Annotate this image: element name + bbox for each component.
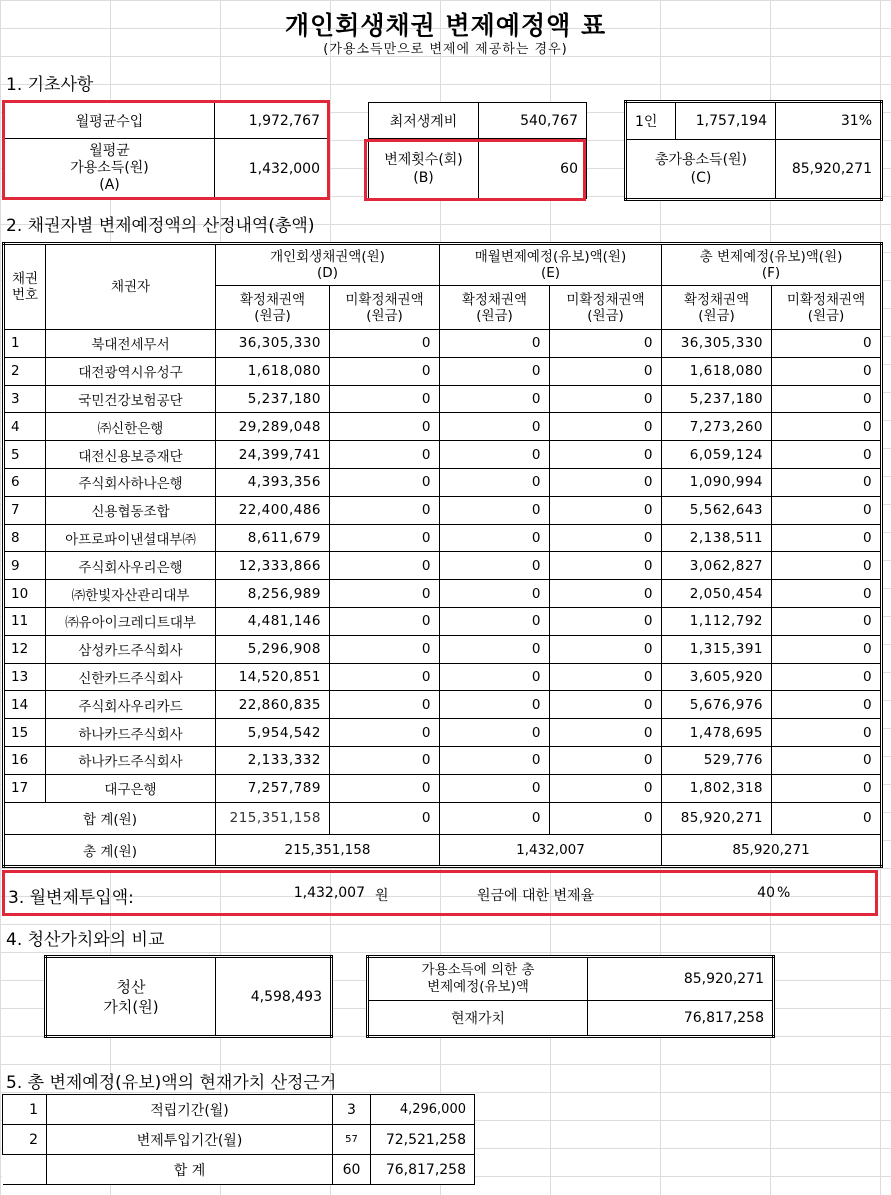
- section5-heading: 5. 총 변제예정(유보)액의 현재가치 산정근거: [6, 1073, 337, 1093]
- cell-e1: 0: [440, 607, 550, 635]
- cell-f1: 1,802,318: [662, 774, 772, 802]
- cell-d2: 0: [330, 607, 440, 635]
- cell-f1: 7,273,260: [662, 413, 772, 441]
- cell-e2: 0: [550, 552, 662, 580]
- total-label: 총 계(원): [4, 834, 216, 866]
- subtotal-d1: 215,351,158: [216, 802, 330, 834]
- cell-f1: 1,618,080: [662, 357, 772, 385]
- cell-f1: 2,050,454: [662, 580, 772, 608]
- cell-e1: 0: [440, 719, 550, 747]
- cell-f2: 0: [772, 719, 882, 747]
- cell-f2: 0: [772, 468, 882, 496]
- creditor-name: 주식회사우리은행: [46, 552, 216, 580]
- cell-d2: 0: [330, 580, 440, 608]
- row-number: 8: [4, 524, 46, 552]
- repay-count-label: 변제횟수(회) (B): [369, 139, 479, 199]
- row-number: 15: [4, 719, 46, 747]
- cell-e2: 0: [550, 413, 662, 441]
- cell-f1: 529,776: [662, 746, 772, 774]
- table-row: [4, 580, 882, 608]
- table-row: [4, 441, 882, 469]
- pv-row-label: 적립기간(월): [47, 1095, 333, 1125]
- cell-d2: 0: [330, 468, 440, 496]
- monthly-payment-label: 3. 월변제투입액:: [8, 888, 134, 908]
- row-number: 17: [4, 774, 46, 802]
- cell-d1: 22,400,486: [216, 496, 330, 524]
- cell-e1: 0: [440, 357, 550, 385]
- cell-d2: 0: [330, 552, 440, 580]
- cell-d1: 8,256,989: [216, 580, 330, 608]
- cell-d2: 0: [330, 663, 440, 691]
- cell-f2: 0: [772, 663, 882, 691]
- creditor-name: 주식회사우리카드: [46, 691, 216, 719]
- avail-income-label: 월평균 가용소득(원) (A): [5, 139, 215, 199]
- col-header-creditor: 채권자: [46, 244, 216, 330]
- row-number: 3: [4, 385, 46, 413]
- cell-f1: 36,305,330: [662, 330, 772, 358]
- row-number: 11: [4, 607, 46, 635]
- creditor-name: ㈜신한은행: [46, 413, 216, 441]
- col-header-d: 개인회생채권액(원) (D): [216, 244, 440, 286]
- cell-d2: 0: [330, 719, 440, 747]
- cell-f2: 0: [772, 580, 882, 608]
- cell-d1: 7,257,789: [216, 774, 330, 802]
- creditor-name: 아프로파이낸셜대부㈜: [46, 524, 216, 552]
- cell-d1: 1,618,080: [216, 357, 330, 385]
- cell-f2: 0: [772, 496, 882, 524]
- section2-heading: 2. 채권자별 변제예정액의 산정내역(총액): [6, 216, 315, 236]
- row-number: 14: [4, 691, 46, 719]
- pv-basis-table: [2, 1094, 475, 1185]
- present-value-table: [366, 955, 775, 1038]
- cell-e2: 0: [550, 357, 662, 385]
- cell-d1: 14,520,851: [216, 663, 330, 691]
- cell-f2: 0: [772, 552, 882, 580]
- cell-f1: 6,059,124: [662, 441, 772, 469]
- repay-rate-label: 원금에 대한 변제율: [477, 888, 595, 904]
- row-number: 9: [4, 552, 46, 580]
- col-header-f-fixed: 확정채권액 (원금): [662, 286, 772, 330]
- cell-f2: 0: [772, 357, 882, 385]
- subtotal-e1: 0: [440, 802, 550, 834]
- pv-total-months: 60: [333, 1155, 371, 1185]
- present-value-value: 76,817,258: [588, 1001, 774, 1037]
- pv-basis-row: [3, 1125, 475, 1155]
- cell-d2: 0: [330, 330, 440, 358]
- creditor-name: 북대전세무서: [46, 330, 216, 358]
- cell-d2: 0: [330, 635, 440, 663]
- table-row: [4, 496, 882, 524]
- table-row: [4, 330, 882, 358]
- cell-e2: 0: [550, 496, 662, 524]
- monthly-payment-value: 1,432,007: [293, 885, 365, 901]
- present-value-label: 현재가치: [368, 1001, 588, 1037]
- row-number: 16: [4, 746, 46, 774]
- cell-d2: 0: [330, 746, 440, 774]
- row-number: 2: [4, 357, 46, 385]
- creditor-table: [2, 242, 883, 868]
- cell-f2: 0: [772, 691, 882, 719]
- total-d: 215,351,158: [216, 834, 440, 866]
- total-e: 1,432,007: [440, 834, 662, 866]
- cell-d2: 0: [330, 524, 440, 552]
- col-header-e-unfixed: 미확정채권액 (원금): [550, 286, 662, 330]
- household-label: 1인: [626, 102, 676, 140]
- pv-total-label: 합 계: [47, 1155, 333, 1185]
- cell-f2: 0: [772, 774, 882, 802]
- creditor-name: 삼성카드주식회사: [46, 635, 216, 663]
- cell-d1: 12,333,866: [216, 552, 330, 580]
- table-row: [4, 691, 882, 719]
- subtotal-f1: 85,920,271: [662, 802, 772, 834]
- cell-e1: 0: [440, 663, 550, 691]
- min-living-label: 최저생계비: [369, 103, 479, 139]
- liquidation-value: 4,598,493: [216, 957, 332, 1037]
- pv-total-amount: 76,817,258: [371, 1155, 475, 1185]
- monthly-income-label: 월평균수입: [5, 103, 215, 139]
- cell-d2: 0: [330, 496, 440, 524]
- row-number: 12: [4, 635, 46, 663]
- cell-e2: 0: [550, 607, 662, 635]
- page-title: 개인회생채권 변제예정액 표: [284, 11, 607, 40]
- table-row: [4, 385, 882, 413]
- cell-e1: 0: [440, 774, 550, 802]
- total-income-value: 85,920,271: [776, 140, 882, 200]
- min-living-value: 540,767: [479, 103, 587, 139]
- cell-f1: 1,478,695: [662, 719, 772, 747]
- cell-e2: 0: [550, 746, 662, 774]
- creditor-name: ㈜유아이크레디트대부: [46, 607, 216, 635]
- subtotal-f2: 0: [772, 802, 882, 834]
- cell-f1: 1,315,391: [662, 635, 772, 663]
- highlight-income: [2, 100, 330, 200]
- subtotal-d2: 0: [330, 802, 440, 834]
- cell-e2: 0: [550, 774, 662, 802]
- cell-e1: 0: [440, 385, 550, 413]
- cell-f2: 0: [772, 635, 882, 663]
- section4-heading: 4. 청산가치와의 비교: [6, 930, 165, 950]
- monthly-payment-unit: 원: [375, 888, 389, 904]
- subtotal-e2: 0: [550, 802, 662, 834]
- pv-row-amount: 4,296,000: [371, 1095, 475, 1125]
- cell-e2: 0: [550, 663, 662, 691]
- liquidation-label: 청산 가치(원): [46, 957, 216, 1037]
- cell-d1: 2,133,332: [216, 746, 330, 774]
- cell-e2: 0: [550, 635, 662, 663]
- subtotal-label: 합 계(원): [4, 802, 216, 834]
- cell-f1: 3,062,827: [662, 552, 772, 580]
- cell-e2: 0: [550, 580, 662, 608]
- cell-f2: 0: [772, 330, 882, 358]
- cell-d2: 0: [330, 774, 440, 802]
- cell-d2: 0: [330, 413, 440, 441]
- cell-e2: 0: [550, 468, 662, 496]
- cell-e1: 0: [440, 635, 550, 663]
- row-number: 7: [4, 496, 46, 524]
- col-header-e: 매월변제예정(유보)액(원) (E): [440, 244, 662, 286]
- pv-row-amount: 72,521,258: [371, 1125, 475, 1155]
- col-header-f: 총 변제예정(유보)액(원) (F): [662, 244, 882, 286]
- section1-heading: 1. 기초사항: [6, 75, 94, 95]
- cell-d1: 5,954,542: [216, 719, 330, 747]
- monthly-payment-box: [2, 870, 878, 916]
- total-repay-value: 85,920,271: [588, 957, 774, 1001]
- cell-f1: 1,112,792: [662, 607, 772, 635]
- creditor-name: ㈜한빛자산관리대부: [46, 580, 216, 608]
- col-header-e-fixed: 확정채권액 (원금): [440, 286, 550, 330]
- cell-d1: 5,296,908: [216, 635, 330, 663]
- repay-rate-value: 40: [757, 885, 775, 901]
- pv-row-months: 57: [333, 1125, 371, 1155]
- table-row: [4, 663, 882, 691]
- cell-e1: 0: [440, 691, 550, 719]
- cell-f1: 5,676,976: [662, 691, 772, 719]
- avail-income-value: 1,432,000: [215, 139, 329, 199]
- cell-e1: 0: [440, 552, 550, 580]
- cell-e1: 0: [440, 524, 550, 552]
- cell-e2: 0: [550, 385, 662, 413]
- creditor-name: 국민건강보험공단: [46, 385, 216, 413]
- cell-d1: 4,393,356: [216, 468, 330, 496]
- cell-d2: 0: [330, 385, 440, 413]
- cell-e1: 0: [440, 496, 550, 524]
- pv-row-label: 변제투입기간(월): [47, 1125, 333, 1155]
- cell-f2: 0: [772, 385, 882, 413]
- table-row: [4, 719, 882, 747]
- pv-row-number: 1: [3, 1095, 47, 1125]
- table-row: [4, 413, 882, 441]
- table-row: [4, 746, 882, 774]
- cell-f1: 1,090,994: [662, 468, 772, 496]
- col-header-d-fixed: 확정채권액 (원금): [216, 286, 330, 330]
- cell-f1: 3,605,920: [662, 663, 772, 691]
- household-table: [624, 100, 883, 201]
- cell-f1: 2,138,511: [662, 524, 772, 552]
- table-row: [4, 357, 882, 385]
- cell-d1: 22,860,835: [216, 691, 330, 719]
- cell-d2: 0: [330, 357, 440, 385]
- table-row: [4, 552, 882, 580]
- table-row: [4, 635, 882, 663]
- row-number: 4: [4, 413, 46, 441]
- table-row: [4, 774, 882, 802]
- creditor-name: 하나카드주식회사: [46, 719, 216, 747]
- cell-f2: 0: [772, 441, 882, 469]
- pv-row-months: 3: [333, 1095, 371, 1125]
- cell-f2: 0: [772, 413, 882, 441]
- row-number: 13: [4, 663, 46, 691]
- table-row: [4, 468, 882, 496]
- cell-f2: 0: [772, 607, 882, 635]
- total-f: 85,920,271: [662, 834, 882, 866]
- cell-e2: 0: [550, 441, 662, 469]
- cell-e1: 0: [440, 441, 550, 469]
- cell-d1: 36,305,330: [216, 330, 330, 358]
- cell-e1: 0: [440, 580, 550, 608]
- cell-d1: 5,237,180: [216, 385, 330, 413]
- col-header-f-unfixed: 미확정채권액 (원금): [772, 286, 882, 330]
- creditor-name: 신용협동조합: [46, 496, 216, 524]
- col-header-no: 채권 번호: [4, 244, 46, 330]
- repay-count-value: 60: [479, 139, 587, 199]
- pv-basis-row: [3, 1095, 475, 1125]
- page-subtitle: (가용소득만으로 변제에 제공하는 경우): [323, 42, 568, 57]
- cell-d1: 24,399,741: [216, 441, 330, 469]
- cell-d1: 8,611,679: [216, 524, 330, 552]
- highlight-repay-count: [364, 139, 586, 201]
- monthly-income-value: 1,972,767: [215, 103, 329, 139]
- cell-f2: 0: [772, 746, 882, 774]
- row-number: 1: [4, 330, 46, 358]
- row-number: 10: [4, 580, 46, 608]
- household-value: 1,757,194: [676, 102, 776, 140]
- row-number: 5: [4, 441, 46, 469]
- row-number: 6: [4, 468, 46, 496]
- total-repay-label: 가용소득에 의한 총 변제예정(유보)액: [368, 957, 588, 1001]
- cell-e2: 0: [550, 719, 662, 747]
- cell-e1: 0: [440, 413, 550, 441]
- cell-e2: 0: [550, 330, 662, 358]
- cell-f2: 0: [772, 524, 882, 552]
- table-row: [4, 607, 882, 635]
- creditor-name: 대전광역시유성구: [46, 357, 216, 385]
- cell-e1: 0: [440, 330, 550, 358]
- creditor-name: 대전신용보증재단: [46, 441, 216, 469]
- cell-e1: 0: [440, 468, 550, 496]
- creditor-name: 주식회사하나은행: [46, 468, 216, 496]
- cell-f1: 5,237,180: [662, 385, 772, 413]
- cell-e2: 0: [550, 524, 662, 552]
- creditor-name: 대구은행: [46, 774, 216, 802]
- creditor-name: 하나카드주식회사: [46, 746, 216, 774]
- creditor-name: 신한카드주식회사: [46, 663, 216, 691]
- cell-e2: 0: [550, 691, 662, 719]
- cell-d2: 0: [330, 441, 440, 469]
- cell-f1: 5,562,643: [662, 496, 772, 524]
- repay-rate-unit: %: [777, 885, 791, 901]
- cell-e1: 0: [440, 746, 550, 774]
- cell-d1: 4,481,146: [216, 607, 330, 635]
- household-pct: 31%: [776, 102, 882, 140]
- total-income-label: 총가용소득(원) (C): [626, 140, 776, 200]
- pv-row-number: 2: [3, 1125, 47, 1155]
- cell-d2: 0: [330, 691, 440, 719]
- cell-d1: 29,289,048: [216, 413, 330, 441]
- table-row: [4, 524, 882, 552]
- col-header-d-unfixed: 미확정채권액 (원금): [330, 286, 440, 330]
- liquidation-table: [44, 955, 333, 1038]
